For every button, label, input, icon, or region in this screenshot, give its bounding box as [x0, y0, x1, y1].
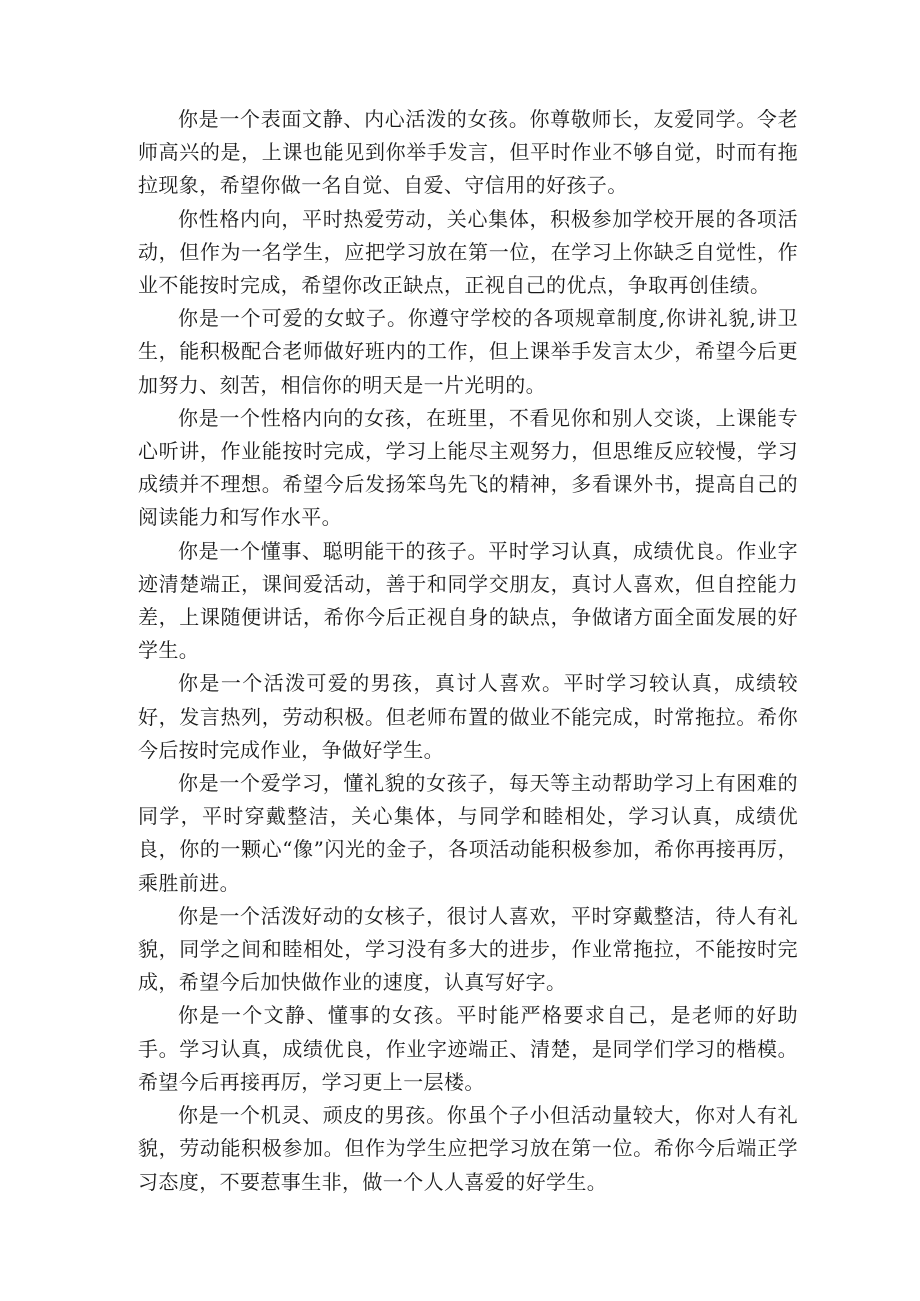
comment-paragraph-1: 你是一个表面文静、内心活泼的女孩。你尊敬师长，友爱同学。令老师高兴的是，上课也能见到你举手发言，但平时作业不够自觉，时而有拖拉现象，希望你做一名自觉、自爱、守信用的好孩子。: [138, 107, 798, 198]
document-body: [138, 103, 798, 1199]
comment-paragraph-3: 你是一个可爱的女蚊子。你遵守学校的各项规章制度,你讲礼貌,讲卫生，能积极配合老师做好班内的工作，但上课举手发言太少，希望今后更加努力、刻苦，相信你的明天是一片光明的。: [138, 306, 798, 397]
comment-paragraph-7: 你是一个爱学习，懂礼貌的女孩子，每天等主动帮助学习上有困难的同学，平时穿戴整洁，关心集体，与同学和睦相处，学习认真，成绩优良，你的一颗心“像”闪光的金子，各项活动能积极参加，希你再接再厉，乘胜前进。: [138, 771, 798, 895]
comment-paragraph-8: 你是一个活泼好动的女核子，很讨人喜欢，平时穿戴整洁，待人有礼貌，同学之间和睦相处，学习没有多大的进步，作业常拖拉，不能按时完成，希望今后加快做作业的速度，认真写好字。: [138, 903, 798, 995]
comment-paragraph-5: 你是一个懂事、聪明能干的孩子。平时学习认真，成绩优良。作业字迹清楚端正，课间爱活动，善于和同学交朋友，真讨人喜欢，但自控能力差，上课随便讲话，希你今后正视自身的缺点，争做诸方面全面发展的好学生。: [138, 538, 798, 663]
comment-paragraph-4: 你是一个性格内向的女孩，在班里，不看见你和别人交谈，上课能专心听讲，作业能按时完成，学习上能尽主观努力，但思维反应较慢，学习成绩并不理想。希望今后发扬笨鸟先飞的精神，多看课外书，提高自己的阅读能力和写作水平。: [138, 405, 798, 530]
comment-paragraph-9: 你是一个文静、懂事的女孩。平时能严格要求自己，是老师的好助手。学习认真，成绩优良，作业字迹端正、清楚，是同学们学习的楷模。希望今后再接再厉，学习更上一层楼。: [138, 1003, 798, 1094]
comment-paragraph-10: 你是一个机灵、顽皮的男孩。你虽个子小但活动量较大，你对人有礼貌，劳动能积极参加。但作为学生应把学习放在第一位。希你今后端正学习态度，不要惹事生非，做一个人人喜爱的好学生。: [138, 1103, 798, 1194]
comment-paragraph-6: 你是一个活泼可爱的男孩，真讨人喜欢。平时学习较认真，成绩较好，发言热列，劳动积极。但老师布置的做业不能完成，时常拖拉。希你今后按时完成作业，争做好学生。: [138, 671, 798, 762]
comment-paragraph-2: 你性格内向，平时热爱劳动，关心集体，积极参加学校开展的各项活动，但作为一名学生，应把学习放在第一位，在学习上你缺乏自觉性，作业不能按时完成，希望你改正缺点，正视自己的优点，争取再创佳绩。: [138, 206, 798, 298]
